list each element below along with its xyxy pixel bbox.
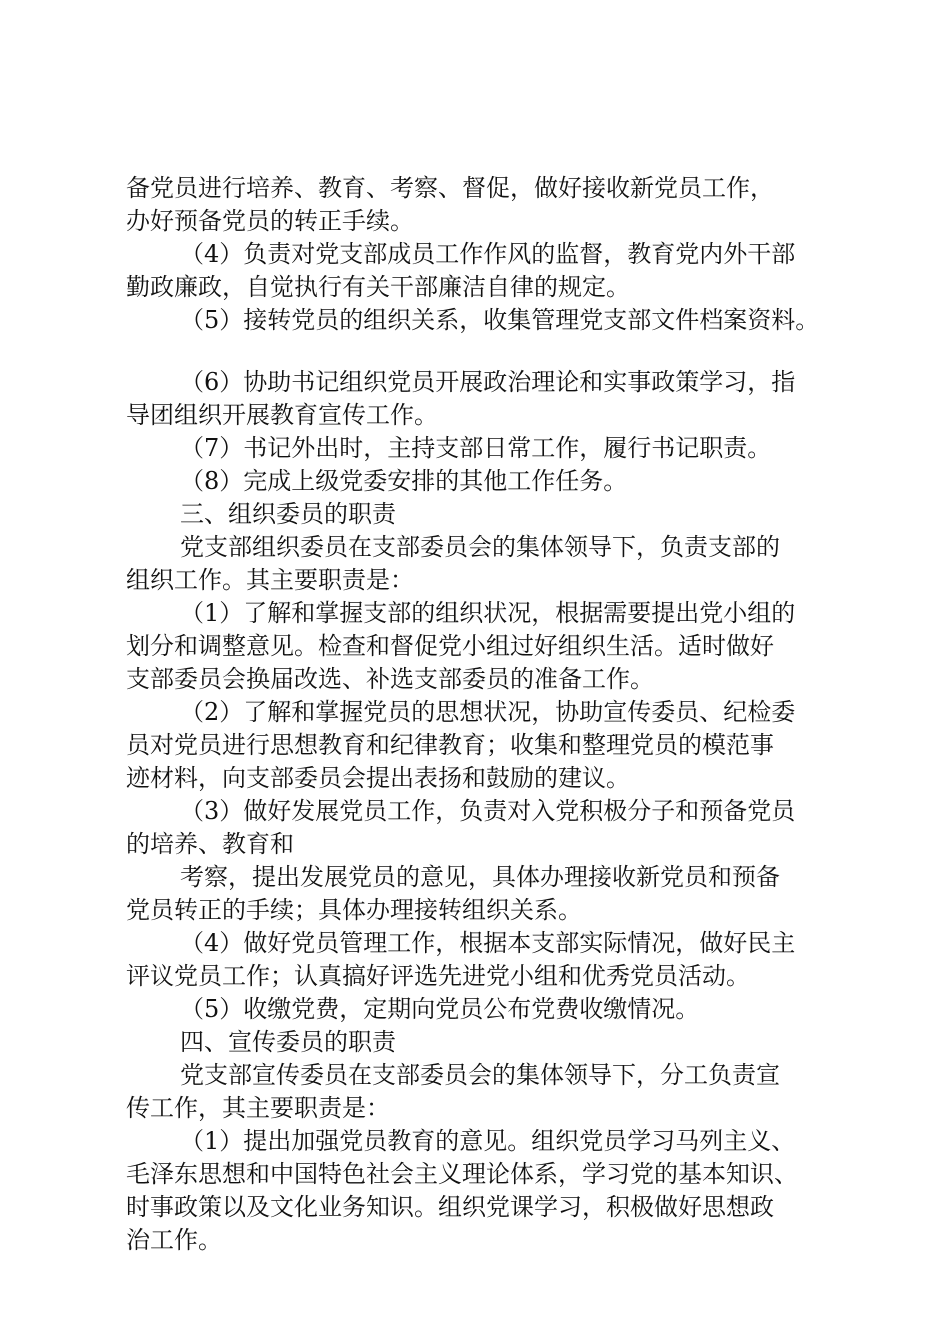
text-line: 组织工作。其主要职责是： (126, 566, 414, 594)
list-item-5: （5）接转党员的组织关系，收集管理党支部文件档案资料。 (180, 306, 820, 334)
text-line: 传工作，其主要职责是： (126, 1094, 390, 1122)
list-item-8: （8）完成上级党委安排的其他工作任务。 (180, 467, 628, 495)
list-item-3: （3）做好发展党员工作，负责对入党积极分子和预备党员 (180, 797, 796, 825)
text-line: 的培养、教育和 (126, 830, 294, 858)
section-heading-propaganda: 四、宣传委员的职责 (180, 1028, 396, 1056)
list-item-7: （7）书记外出时，主持支部日常工作，履行书记职责。 (180, 434, 772, 462)
text-line: 考察，提出发展党员的意见，具体办理接收新党员和预备 (180, 863, 780, 891)
text-line: 划分和调整意见。检查和督促党小组过好组织生活。适时做好 (126, 632, 774, 660)
paragraph-start: 党支部组织委员在支部委员会的集体领导下，负责支部的 (180, 533, 780, 561)
text-line: 治工作。 (126, 1226, 222, 1254)
text-line: 导团组织开展教育宣传工作。 (126, 401, 438, 429)
section-heading-organization: 三、组织委员的职责 (180, 500, 396, 528)
document-body (126, 172, 836, 1257)
text-line: 毛泽东思想和中国特色社会主义理论体系，学习党的基本知识、 (126, 1160, 798, 1188)
text-line: 勤政廉政，自觉执行有关干部廉洁自律的规定。 (126, 273, 630, 301)
list-item-4: （4）做好党员管理工作，根据本支部实际情况，做好民主 (180, 929, 796, 957)
text-line: 党员转正的手续；具体办理接转组织关系。 (126, 896, 582, 924)
text-line: 备党员进行培养、教育、考察、督促，做好接收新党员工作， (126, 174, 774, 202)
list-item-5: （5）收缴党费，定期向党员公布党费收缴情况。 (180, 995, 700, 1023)
list-item-1: （1）了解和掌握支部的组织状况，根据需要提出党小组的 (180, 599, 796, 627)
list-item-1: （1）提出加强党员教育的意见。组织党员学习马列主义、 (180, 1127, 796, 1155)
text-line: 支部委员会换届改选、补选支部委员的准备工作。 (126, 665, 654, 693)
text-line: 时事政策以及文化业务知识。组织党课学习，积极做好思想政 (126, 1193, 774, 1221)
list-item-6: （6）协助书记组织党员开展政治理论和实事政策学习，指 (180, 368, 796, 396)
text-line: 办好预备党员的转正手续。 (126, 207, 414, 235)
list-item-2: （2）了解和掌握党员的思想状况，协助宣传委员、纪检委 (180, 698, 796, 726)
text-line: 迹材料，向支部委员会提出表扬和鼓励的建议。 (126, 764, 630, 792)
paragraph-gap (126, 337, 836, 366)
text-line: 评议党员工作；认真搞好评选先进党小组和优秀党员活动。 (126, 962, 750, 990)
text-line: 员对党员进行思想教育和纪律教育；收集和整理党员的模范事 (126, 731, 774, 759)
list-item-4: （4）负责对党支部成员工作作风的监督，教育党内外干部 (180, 240, 796, 268)
paragraph-start: 党支部宣传委员在支部委员会的集体领导下，分工负责宣 (180, 1061, 780, 1089)
